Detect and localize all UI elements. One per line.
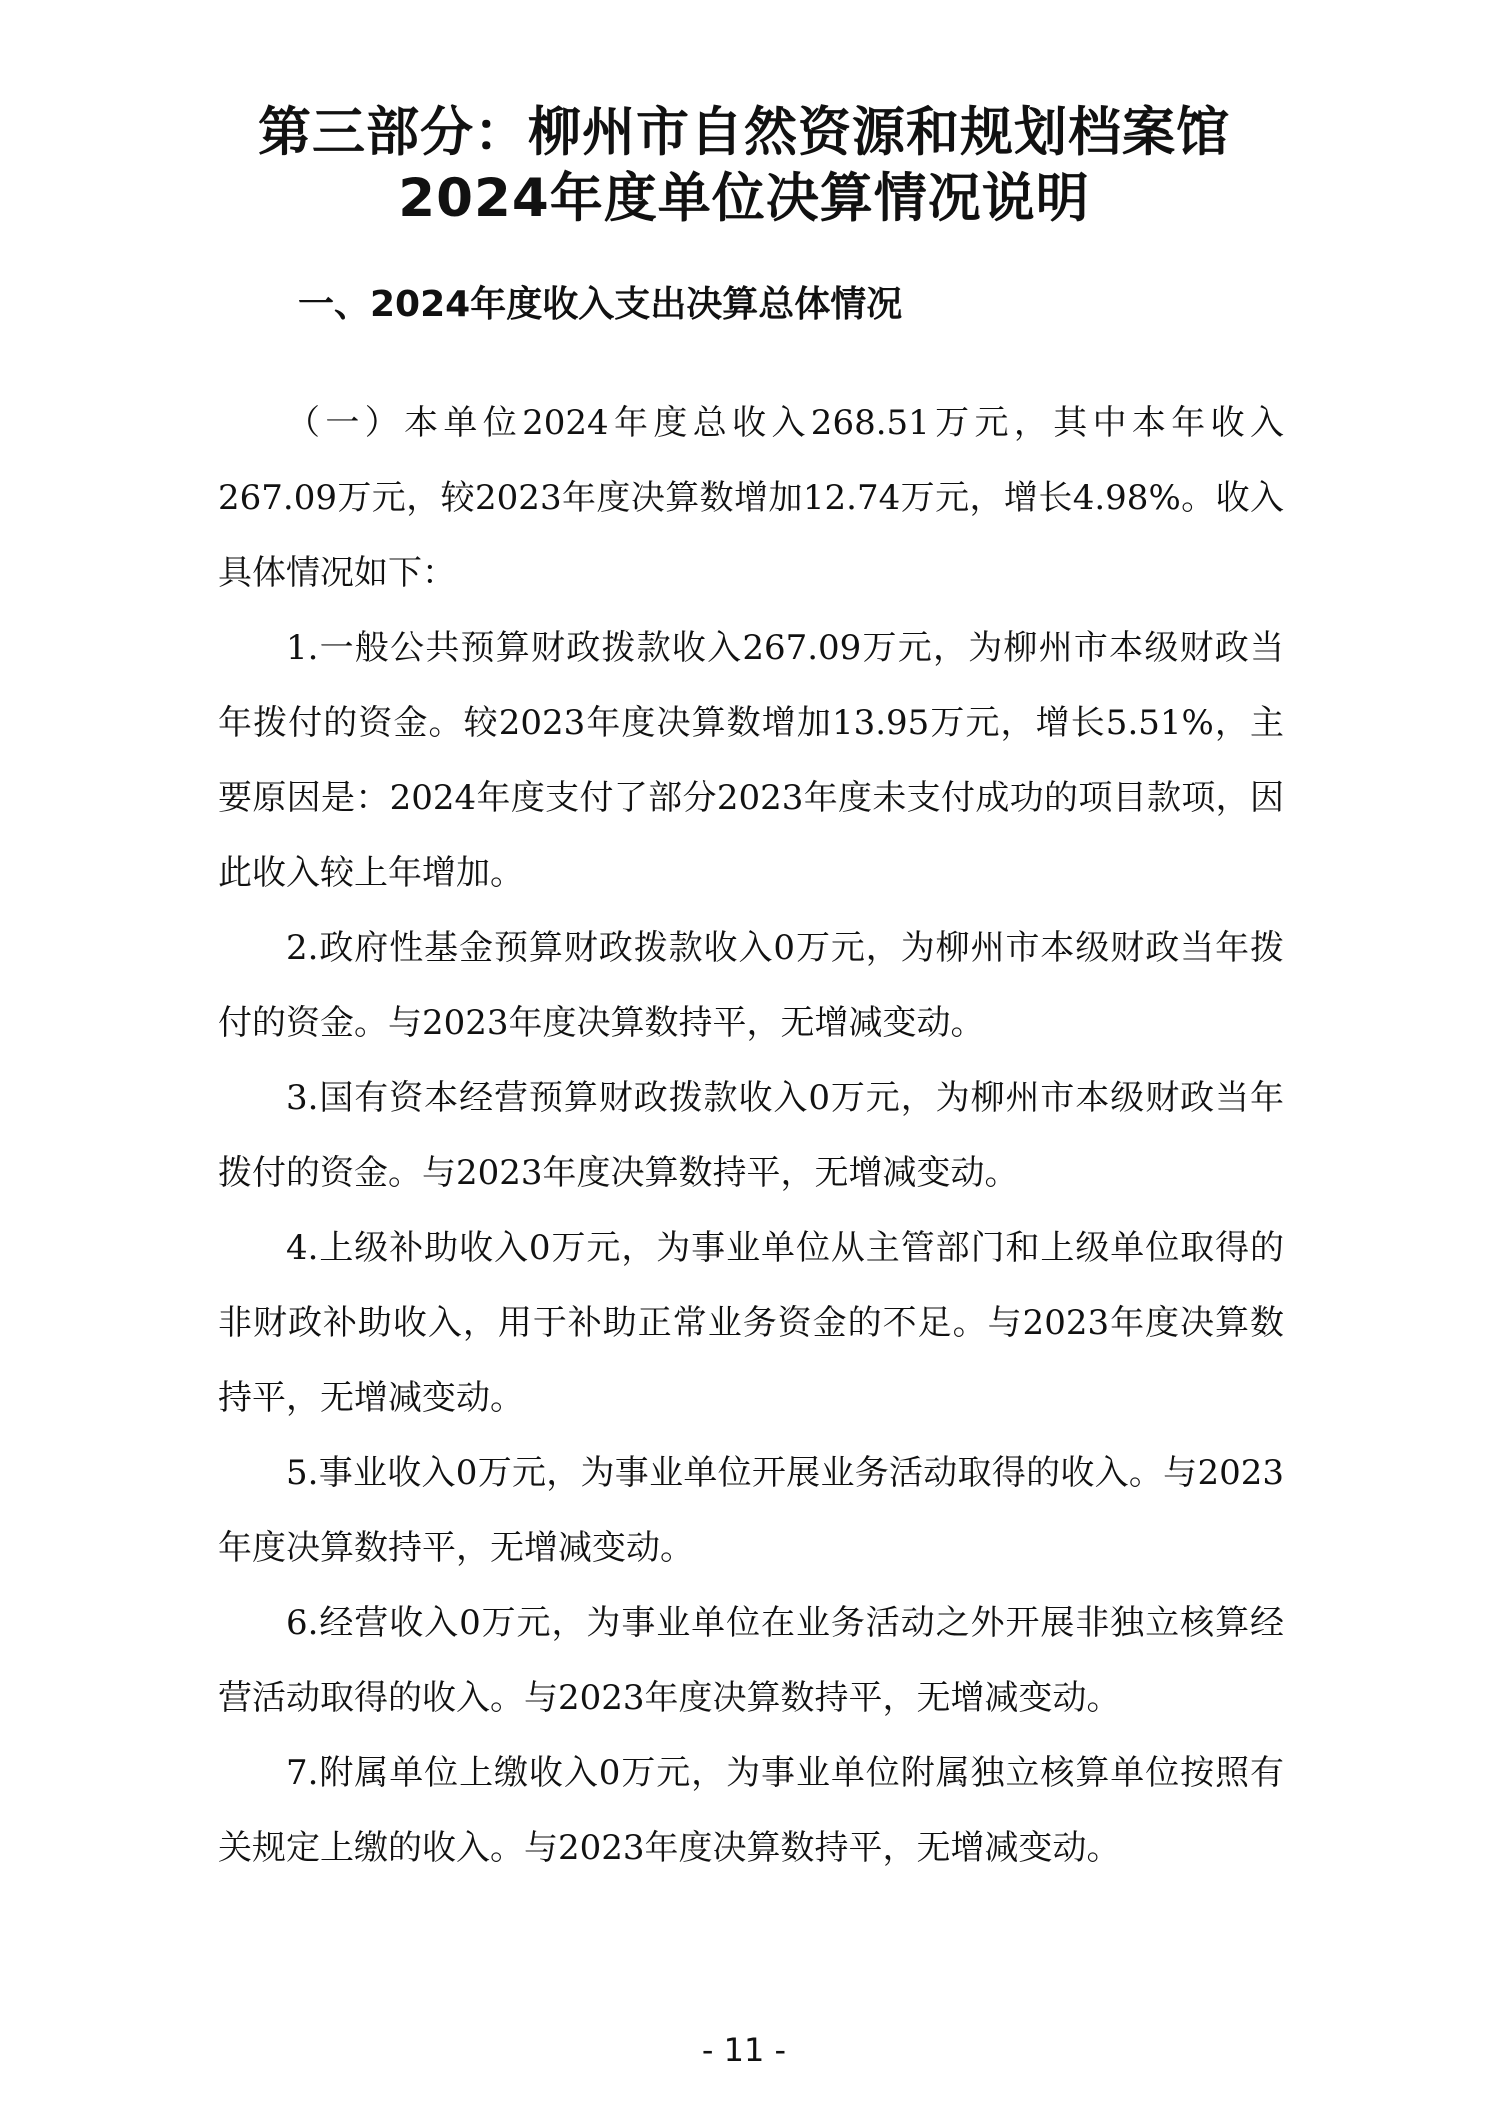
- paragraph-government-fund: 2.政府性基金预算财政拨款收入0万元，为柳州市本级财政当年拨付的资金。与2023年度决算数持平，无增减变动。: [218, 928, 1284, 1043]
- paragraph-state-capital: 3.国有资本经营预算财政拨款收入0万元，为柳州市本级财政当年拨付的资金。与2023年度决算数持平，无增减变动。: [218, 1078, 1284, 1193]
- page-title-line-2: 2024年度单位决算情况说明: [398, 168, 1090, 229]
- paragraph-business-income: 5.事业收入0万元，为事业单位开展业务活动取得的收入。与2023年度决算数持平，无增减变动。: [218, 1453, 1284, 1568]
- paragraph-operating-income: 6.经营收入0万元，为事业单位在业务活动之外开展非独立核算经营活动取得的收入。与2023年度决算数持平，无增减变动。: [218, 1603, 1284, 1718]
- page-title-line-1: 第三部分：柳州市自然资源和规划档案馆: [258, 102, 1230, 163]
- page-number: - 11 -: [701, 2031, 787, 2069]
- page-title: [0, 100, 1488, 232]
- paragraph-general-budget: 1.一般公共预算财政拨款收入267.09万元，为柳州市本级财政当年拨付的资金。较2023年度决算数增加13.95万元，增长5.51%，主要原因是：2024年度支付了部分2023年度未支付成功的项目款项，因此收入较上年增加。: [218, 628, 1284, 893]
- paragraph-affiliate-income: 7.附属单位上缴收入0万元，为事业单位附属独立核算单位按照有关规定上缴的收入。与2023年度决算数持平，无增减变动。: [218, 1753, 1284, 1868]
- section-heading: 一、2024年度收入支出决算总体情况: [298, 284, 903, 325]
- paragraph-income-overview: （一）本单位2024年度总收入268.51万元，其中本年收入267.09万元，较2023年度决算数增加12.74万元，增长4.98%。收入具体情况如下：: [218, 403, 1284, 593]
- body-text: [218, 386, 1284, 1886]
- paragraph-superior-subsidy: 4.上级补助收入0万元，为事业单位从主管部门和上级单位取得的非财政补助收入，用于补助正常业务资金的不足。与2023年度决算数持平，无增减变动。: [218, 1228, 1284, 1418]
